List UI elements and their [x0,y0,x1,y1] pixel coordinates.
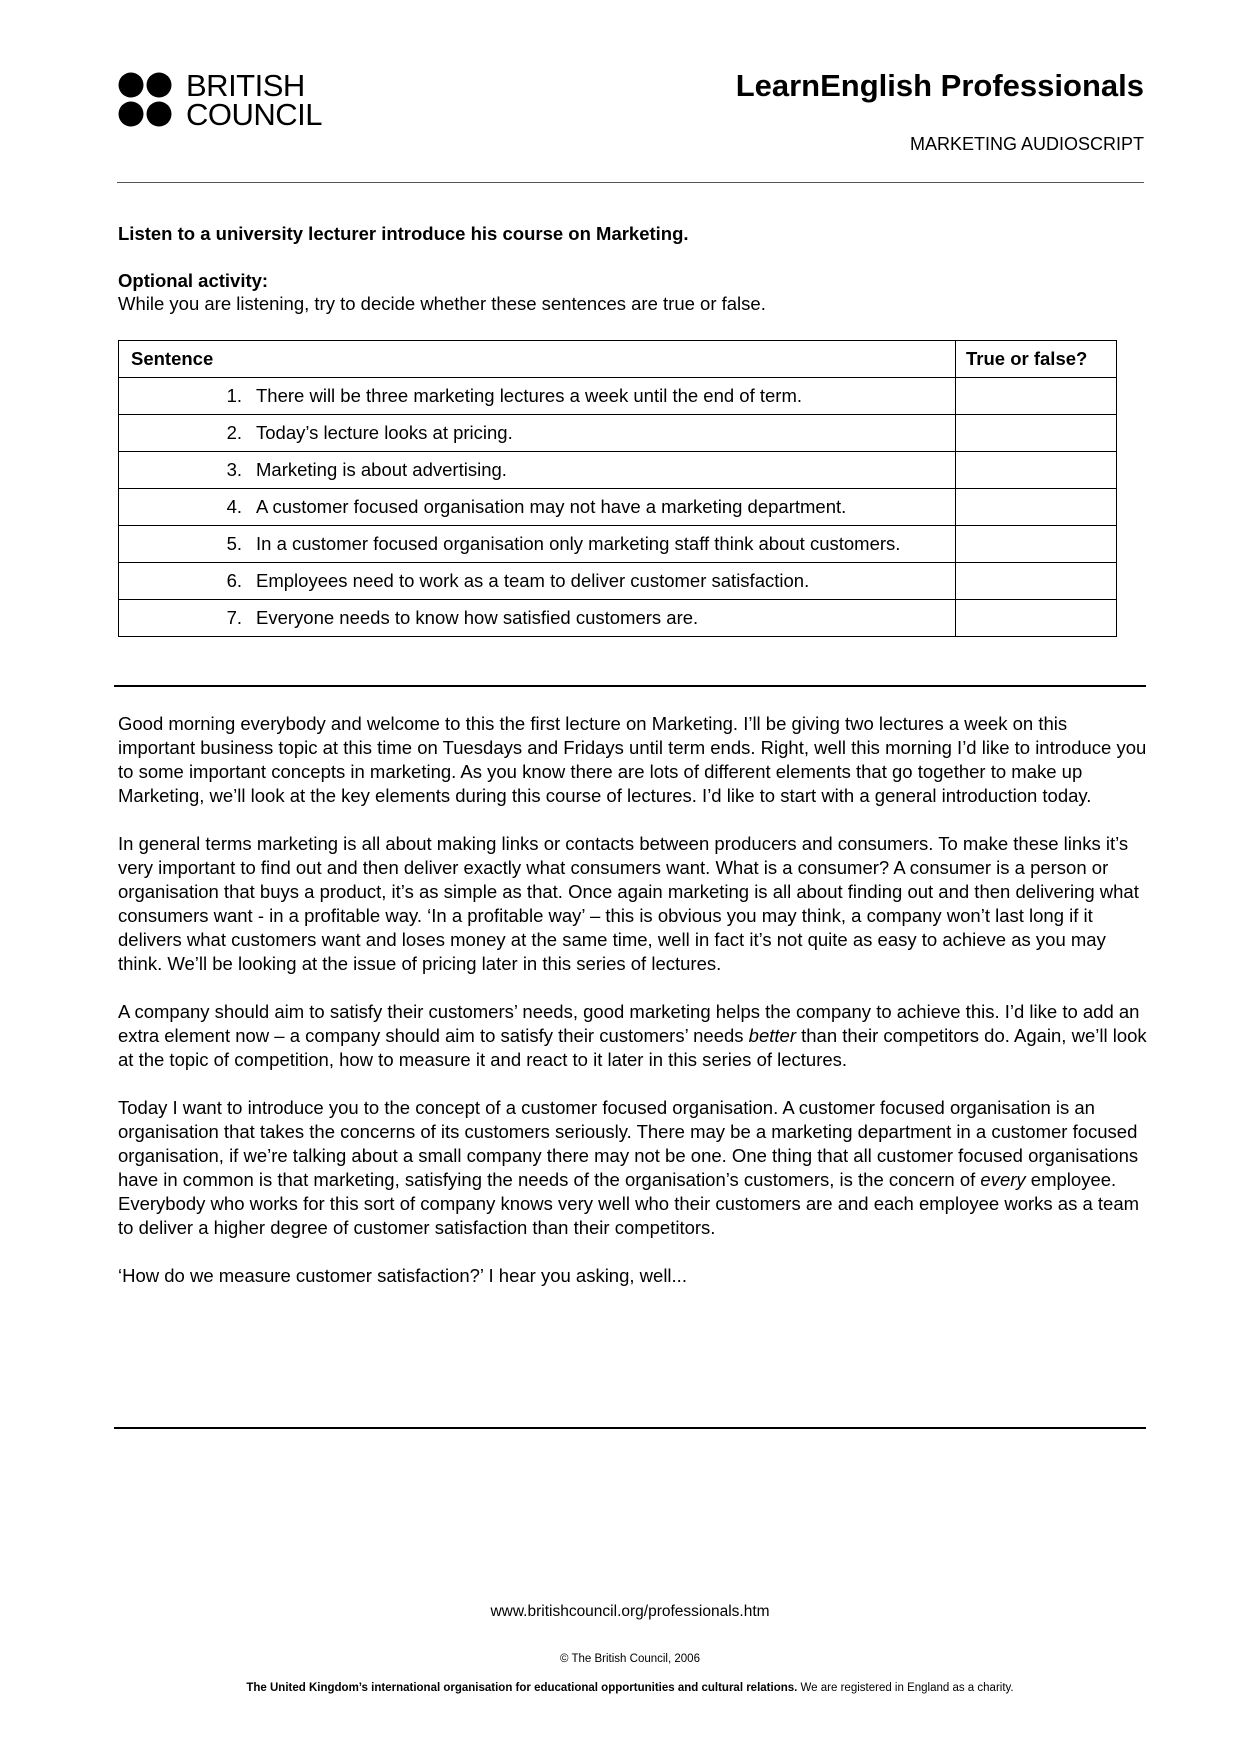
answer-cell[interactable] [956,600,1117,637]
footer-copyright: © The British Council, 2006 [560,1653,700,1665]
sentence-number: 1. [226,385,242,406]
script-paragraph [118,1000,1148,1072]
sentence-text: Employees need to work as a team to deliver customer satisfaction. [256,570,810,591]
sentence-text: Marketing is about advertising. [256,459,507,480]
answer-cell[interactable] [956,526,1117,563]
british-council-logo [118,68,322,132]
sentence-text: In a customer focused organisation only marketing staff think about customers. [256,533,901,554]
true-false-table [118,340,1117,637]
script-paragraph: In general terms marketing is all about making links or contacts between producers and consumers. To make these links it’s very important to find out and then deliver exactly what consumers want. What is a consumer? A consumer is a person or organisation that buys a product, it’s as simple as that. Once again marketing is all about finding out and then delivering what consumers want - in a profitable way. ‘In a profitable way’ – this is obvious you may think, a company won’t last long if it delivers what customers want and loses money at the same time, well in fact it’s not quite as easy to achieve as you may think. We’ll be looking at the issue of pricing later in this series of lectures. [118,833,1139,974]
sentence-number: 5. [226,533,242,554]
table-row [119,600,1117,637]
sentence-cell [119,378,956,415]
header-divider [117,182,1144,183]
script-text: employee. Everybody who works for this sort of company knows very well who their customers are and each employee works as a team to deliver a higher degree of customer satisfaction than their competitors. [118,1169,1140,1238]
script-text: A company should aim to satisfy their customers’ needs, good marketing helps the company to achieve this. I’d like to add an extra element now – a company should aim to satisfy their customers’ needs [118,1001,1140,1046]
sentence-text: Today’s lecture looks at pricing. [256,422,513,443]
script-top-divider [114,685,1146,687]
page-title: LearnEnglish Professionals [735,68,1144,103]
table-row [119,415,1117,452]
table-row [119,526,1117,563]
sentence-number: 6. [226,570,242,591]
page-subtitle: MARKETING AUDIOSCRIPT [909,134,1144,154]
sentence-number: 7. [226,607,242,628]
table-row [119,378,1117,415]
table-header-row [119,341,1117,378]
sentence-cell [119,600,956,637]
script-paragraph: Good morning everybody and welcome to this the first lecture on Marketing. I’ll be giving two lectures a week on this important business topic at this time on Tuesdays and Fridays until term ends. Right, well this morning I’d like to introduce you to some important concepts in marketing. As you know there are lots of different elements that go together to make up Marketing, we’ll look at the key elements during this course of lectures. I’d like to start with a general introduction today. [118,713,1147,806]
intro-instruction: Listen to a university lecturer introduce his course on Marketing. [118,223,689,244]
sentence-number: 3. [226,459,242,480]
script-paragraph [118,1096,1148,1240]
emphasis-text: every [980,1169,1026,1190]
footer-url[interactable]: www.britishcouncil.org/professionals.htm [490,1603,770,1620]
logo-wordmark [186,68,323,132]
sentence-number: 4. [226,496,242,517]
table-row [119,489,1117,526]
sentence-column-header: Sentence [119,341,956,378]
logo-dots-icon [118,72,174,128]
audioscript-body [118,712,1148,1312]
footer-note [0,1682,1240,1694]
script-text: than their competitors do. Again, we’ll look at the topic of competition, how to measure it and react to it later in this series of lectures. [118,1025,1147,1070]
logo-line-1: BRITISH [186,68,305,103]
table-row [119,452,1117,489]
script-paragraph: ‘How do we measure customer satisfaction?’ I hear you asking, well... [118,1265,687,1286]
true-false-column-header: True or false? [956,341,1117,378]
sentence-cell [119,452,956,489]
sentence-cell [119,489,956,526]
answer-cell[interactable] [956,415,1117,452]
sentence-text: A customer focused organisation may not have a marketing department. [256,496,847,517]
script-text: Today I want to introduce you to the concept of a customer focused organisation. A customer focused organisation is an organisation that takes the concerns of its customers seriously. There may be a marketing department in a customer focused organisation, if we’re talking about a small company there may not be one. One thing that all customer focused organisations have in common is that marketing, satisfying the needs of the organisation’s customers, is the concern of [118,1097,1139,1190]
emphasis-text: better [748,1025,796,1046]
answer-cell[interactable] [956,563,1117,600]
logo-line-2: COUNCIL [186,97,323,132]
sentence-cell [119,526,956,563]
sentence-number: 2. [226,422,242,443]
optional-activity-title: Optional activity: [118,270,269,291]
sentence-cell [119,563,956,600]
sentence-text: Everyone needs to know how satisfied customers are. [256,607,699,628]
footer-note-rest: We are registered in England as a charity. [797,1682,1014,1694]
footer-note-bold: The United Kingdom’s international organisation for educational opportunities and cultural relations. [246,1682,798,1694]
script-bottom-divider [114,1427,1146,1429]
answer-cell[interactable] [956,378,1117,415]
sentence-text: There will be three marketing lectures a week until the end of term. [256,385,803,406]
table-row [119,563,1117,600]
answer-cell[interactable] [956,489,1117,526]
optional-activity-instruction: While you are listening, try to decide whether these sentences are true or false. [118,293,766,314]
sentence-cell [119,415,956,452]
answer-cell[interactable] [956,452,1117,489]
